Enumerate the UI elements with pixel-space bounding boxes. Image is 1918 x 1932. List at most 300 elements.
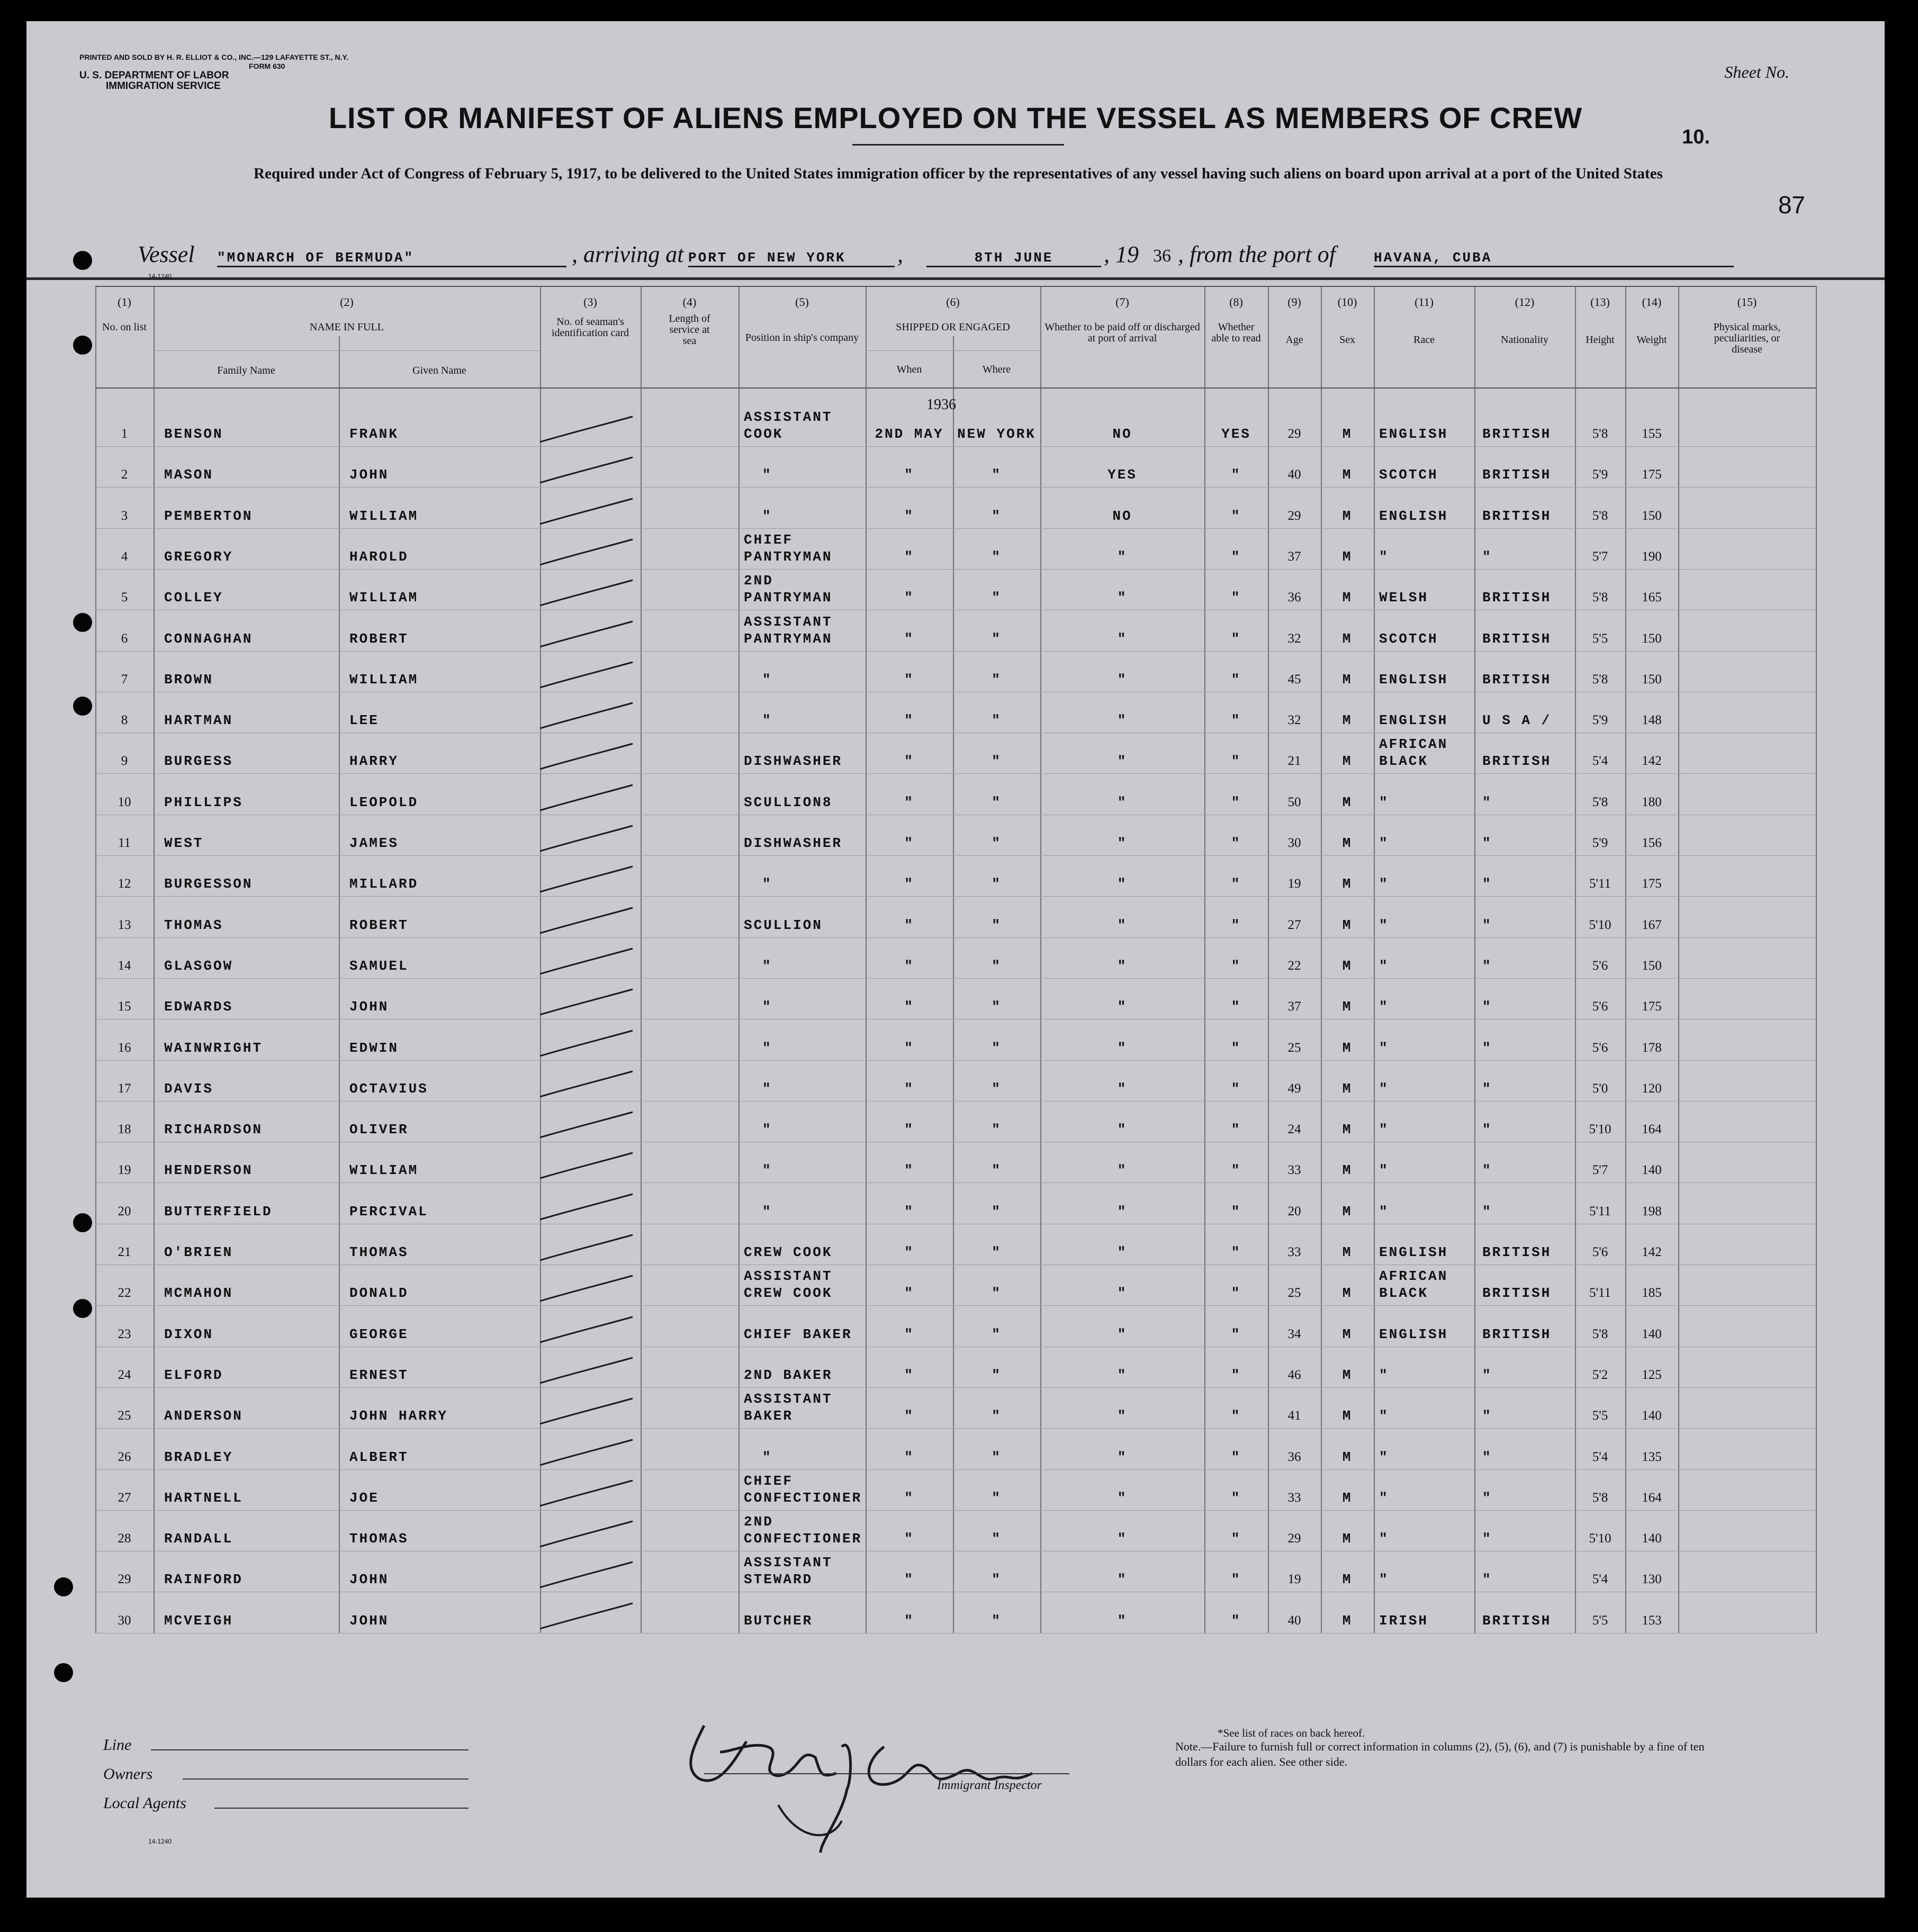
race-line2: SCOTCH bbox=[1379, 630, 1438, 647]
weight: 150 bbox=[1642, 672, 1662, 687]
position-line2: " bbox=[762, 1080, 772, 1097]
shipped-when: " bbox=[904, 876, 914, 892]
weight: 153 bbox=[1642, 1613, 1662, 1628]
position-line1: 2ND bbox=[744, 1514, 773, 1530]
able-to-read: " bbox=[1231, 590, 1241, 606]
shipped-when: " bbox=[904, 548, 914, 565]
age: 21 bbox=[1287, 754, 1301, 769]
manifest-table bbox=[95, 286, 1816, 1633]
race-line2: " bbox=[1379, 835, 1389, 851]
card-check-stroke bbox=[535, 574, 641, 616]
col-num: (7) bbox=[1115, 295, 1129, 309]
able-to-read: " bbox=[1231, 753, 1241, 770]
binder-hole bbox=[73, 1213, 92, 1232]
given-name: THOMAS bbox=[349, 1244, 409, 1260]
card-check-stroke bbox=[535, 697, 641, 739]
row-number: 11 bbox=[118, 836, 131, 850]
paid-off: " bbox=[1117, 712, 1128, 729]
local-agents-rule bbox=[214, 1808, 469, 1809]
age: 25 bbox=[1287, 1040, 1301, 1055]
family-name: WAINWRIGHT bbox=[164, 1040, 263, 1056]
nationality: BRITISH bbox=[1482, 1326, 1552, 1342]
weight: 142 bbox=[1642, 754, 1662, 769]
shipped-when: " bbox=[904, 1203, 914, 1220]
given-name: WILLIAM bbox=[349, 1162, 419, 1179]
row-number: 2 bbox=[121, 467, 128, 482]
position-line2: CREW COOK bbox=[744, 1285, 833, 1302]
card-check-stroke bbox=[535, 1556, 641, 1598]
age: 41 bbox=[1287, 1409, 1301, 1423]
given-name: THOMAS bbox=[349, 1531, 409, 1547]
sex: M bbox=[1342, 671, 1353, 688]
age: 37 bbox=[1287, 549, 1301, 564]
col-head-race: Race bbox=[1413, 334, 1435, 346]
age: 19 bbox=[1287, 877, 1301, 891]
row-number: 16 bbox=[118, 1040, 131, 1055]
sex: M bbox=[1342, 508, 1353, 524]
given-name: FRANK bbox=[349, 426, 399, 442]
sex: M bbox=[1342, 1203, 1353, 1220]
height: 5'8 bbox=[1592, 1490, 1608, 1505]
race-line2: " bbox=[1379, 794, 1389, 810]
sex: M bbox=[1342, 794, 1353, 810]
shipped-when: " bbox=[904, 1572, 914, 1588]
shipped-where: " bbox=[992, 1531, 1002, 1547]
row-number: 27 bbox=[118, 1490, 131, 1505]
card-check-stroke bbox=[535, 1146, 641, 1189]
col-num: (5) bbox=[795, 295, 809, 309]
race-line2: " bbox=[1379, 876, 1389, 892]
given-name: JOHN bbox=[349, 999, 389, 1015]
arriving-label: , arriving at bbox=[572, 241, 684, 267]
nationality: " bbox=[1482, 958, 1492, 974]
shipped-when: " bbox=[904, 671, 914, 688]
family-name: PHILLIPS bbox=[164, 794, 243, 810]
family-name: BRADLEY bbox=[164, 1449, 233, 1465]
race-line2: " bbox=[1379, 1162, 1389, 1179]
given-name: DONALD bbox=[349, 1285, 409, 1302]
age: 33 bbox=[1287, 1163, 1301, 1178]
grid-line bbox=[866, 350, 1040, 351]
row-number: 29 bbox=[118, 1572, 131, 1587]
sex: M bbox=[1342, 1408, 1353, 1424]
sex: M bbox=[1342, 1367, 1353, 1383]
race-line2: ENGLISH bbox=[1379, 426, 1448, 442]
paid-off: " bbox=[1117, 1612, 1128, 1629]
weight: 198 bbox=[1642, 1204, 1662, 1218]
age: 29 bbox=[1287, 427, 1301, 441]
position-line2: CONFECTIONER bbox=[744, 1531, 862, 1547]
able-to-read: " bbox=[1231, 1531, 1241, 1547]
grid-line bbox=[739, 286, 740, 1633]
race-line2: " bbox=[1379, 917, 1389, 933]
race-line2: WELSH bbox=[1379, 590, 1429, 606]
col-num: (4) bbox=[682, 295, 697, 309]
position-line2: COOK bbox=[744, 426, 784, 442]
card-check-stroke bbox=[535, 1515, 641, 1557]
sex: M bbox=[1342, 1040, 1353, 1056]
able-to-read: " bbox=[1231, 794, 1241, 810]
shipped-where: " bbox=[992, 1449, 1002, 1465]
col-head-marks: Physical marks, peculiarities, or disease bbox=[1713, 321, 1781, 355]
shipped-where: " bbox=[992, 1489, 1002, 1506]
binder-hole bbox=[73, 336, 92, 355]
col-head-sex: Sex bbox=[1339, 334, 1355, 346]
comma: , bbox=[897, 241, 903, 267]
binder-hole bbox=[54, 1663, 73, 1682]
paid-off: " bbox=[1117, 1489, 1128, 1506]
sex: M bbox=[1342, 876, 1353, 892]
row-rule bbox=[95, 1101, 1816, 1102]
paid-off: " bbox=[1117, 1408, 1128, 1424]
weight: 164 bbox=[1642, 1122, 1662, 1137]
row-number: 4 bbox=[121, 549, 128, 564]
col-num: (15) bbox=[1737, 295, 1757, 309]
printer-line: PRINTED AND SOLD BY H. R. ELLIOT & CO., INC.—129 LAFAYETTE ST., N.Y. bbox=[79, 53, 349, 61]
height: 5'4 bbox=[1592, 754, 1608, 769]
card-check-stroke bbox=[535, 492, 641, 535]
race-line2: " bbox=[1379, 1080, 1389, 1097]
race-line2: " bbox=[1379, 1531, 1389, 1547]
weight: 125 bbox=[1642, 1367, 1662, 1382]
race-line2: " bbox=[1379, 958, 1389, 974]
paid-off: " bbox=[1117, 917, 1128, 933]
col-head-no: No. on list bbox=[102, 321, 147, 333]
binder-hole bbox=[54, 1577, 73, 1596]
sex: M bbox=[1342, 999, 1353, 1015]
sex: M bbox=[1342, 1489, 1353, 1506]
shipped-when: " bbox=[904, 508, 914, 524]
title-rule bbox=[852, 144, 1064, 146]
from-port: HAVANA, CUBA bbox=[1374, 250, 1734, 267]
position-line2: PANTRYMAN bbox=[744, 548, 833, 565]
small-form-code: 14-1240 bbox=[148, 273, 172, 280]
position-line1: 2ND bbox=[744, 573, 773, 589]
given-name: JOHN bbox=[349, 467, 389, 483]
card-check-stroke bbox=[535, 737, 641, 780]
family-name: ELFORD bbox=[164, 1367, 223, 1383]
grid-line bbox=[1374, 286, 1375, 1633]
row-rule bbox=[95, 1182, 1816, 1183]
position-line2: " bbox=[762, 712, 772, 729]
nationality: " bbox=[1482, 794, 1492, 810]
shipped-when: " bbox=[904, 1408, 914, 1424]
row-number: 1 bbox=[121, 427, 128, 441]
height: 5'8 bbox=[1592, 1326, 1608, 1341]
nationality: " bbox=[1482, 1408, 1492, 1424]
race-line2: " bbox=[1379, 1203, 1389, 1220]
card-check-stroke bbox=[535, 819, 641, 862]
nationality: " bbox=[1482, 1449, 1492, 1465]
position-line2: " bbox=[762, 467, 772, 483]
race-line2: BLACK bbox=[1379, 753, 1429, 770]
shipped-when: " bbox=[904, 1612, 914, 1629]
position-line2: PANTRYMAN bbox=[744, 630, 833, 647]
given-name: MILLARD bbox=[349, 876, 419, 892]
col-head-position: Position in ship's company bbox=[745, 332, 859, 344]
weight: 140 bbox=[1642, 1531, 1662, 1546]
col-num: (2) bbox=[340, 295, 354, 309]
sex: M bbox=[1342, 958, 1353, 974]
row-number: 5 bbox=[121, 590, 128, 605]
row-number: 8 bbox=[121, 713, 128, 728]
weight: 164 bbox=[1642, 1490, 1662, 1505]
able-to-read: " bbox=[1231, 508, 1241, 524]
height: 5'9 bbox=[1592, 713, 1608, 728]
height: 5'4 bbox=[1592, 1449, 1608, 1464]
paid-off: " bbox=[1117, 1122, 1128, 1138]
sex: M bbox=[1342, 753, 1353, 770]
paid-off: " bbox=[1117, 1080, 1128, 1097]
nationality: " bbox=[1482, 1489, 1492, 1506]
shipped-when: 2ND MAY bbox=[875, 426, 944, 442]
shipped-where: " bbox=[992, 1367, 1002, 1383]
sex: M bbox=[1342, 1244, 1353, 1260]
penalty-note: Note.—Failure to furnish full or correct information in columns (2), (5), (6), and (7) is punishable by a fine of ten dollars for each alien. See other side. bbox=[1175, 1740, 1705, 1768]
shipped-when: " bbox=[904, 794, 914, 810]
race-line2: " bbox=[1379, 1040, 1389, 1056]
position-line2: 2ND BAKER bbox=[744, 1367, 833, 1383]
row-rule bbox=[95, 528, 1816, 529]
row-rule bbox=[95, 896, 1816, 897]
nationality: " bbox=[1482, 1080, 1492, 1097]
shipped-where: " bbox=[992, 1285, 1002, 1302]
row-number: 24 bbox=[118, 1367, 131, 1382]
weight: 165 bbox=[1642, 590, 1662, 605]
nationality: " bbox=[1482, 1367, 1492, 1383]
position-line2: " bbox=[762, 671, 772, 688]
given-name: LEE bbox=[349, 712, 379, 729]
shipped-where: " bbox=[992, 1326, 1002, 1342]
col-head-age: Age bbox=[1285, 334, 1303, 346]
shipped-when: " bbox=[904, 590, 914, 606]
given-name: WILLIAM bbox=[349, 671, 419, 688]
weight: 120 bbox=[1642, 1081, 1662, 1096]
col-head-paid: Whether to be paid off or discharged at port of arrival bbox=[1044, 321, 1200, 344]
page-title: LIST OR MANIFEST OF ALIENS EMPLOYED ON THE VESSEL AS MEMBERS OF CREW bbox=[328, 101, 1583, 134]
card-check-stroke bbox=[535, 1311, 641, 1353]
weight: 167 bbox=[1642, 917, 1662, 932]
subtitle: Required under Act of Congress of February 5, 1917, to be delivered to the United States immigration officer by the representatives of any vessel having such aliens on board upon arrival at a port of the United States bbox=[254, 165, 1663, 182]
given-name: WILLIAM bbox=[349, 590, 419, 606]
shipped-when: " bbox=[904, 999, 914, 1015]
row-number: 17 bbox=[118, 1081, 131, 1096]
footer-form-code: 14-1240 bbox=[148, 1838, 172, 1845]
race-line2: " bbox=[1379, 1489, 1389, 1506]
row-number: 20 bbox=[118, 1204, 131, 1218]
sex: M bbox=[1342, 426, 1353, 442]
owners-label: Owners bbox=[103, 1765, 153, 1783]
weight: 150 bbox=[1642, 958, 1662, 973]
service: IMMIGRATION SERVICE bbox=[106, 80, 221, 92]
height: 5'2 bbox=[1592, 1367, 1608, 1382]
height: 5'7 bbox=[1592, 549, 1608, 564]
family-name: GREGORY bbox=[164, 548, 233, 565]
age: 20 bbox=[1287, 1204, 1301, 1218]
paid-off: " bbox=[1117, 548, 1128, 565]
line-label: Line bbox=[103, 1736, 132, 1754]
able-to-read: " bbox=[1231, 958, 1241, 974]
shipped-when: " bbox=[904, 1367, 914, 1383]
given-name: GEORGE bbox=[349, 1326, 409, 1342]
card-check-stroke bbox=[535, 1229, 641, 1271]
shipped-where: " bbox=[992, 1203, 1002, 1220]
age: 33 bbox=[1287, 1245, 1301, 1259]
given-name: EDWIN bbox=[349, 1040, 399, 1056]
position-line2: SCULLION bbox=[744, 917, 823, 933]
able-to-read: " bbox=[1231, 1449, 1241, 1465]
shipped-when: " bbox=[904, 1162, 914, 1179]
age: 37 bbox=[1287, 999, 1301, 1014]
row-number: 23 bbox=[118, 1326, 131, 1341]
age: 50 bbox=[1287, 795, 1301, 809]
position-line2: CREW COOK bbox=[744, 1244, 833, 1260]
position-line2: " bbox=[762, 1203, 772, 1220]
able-to-read: " bbox=[1231, 917, 1241, 933]
position-line2: SCULLION8 bbox=[744, 794, 833, 810]
shipped-where: " bbox=[992, 1244, 1002, 1260]
age: 30 bbox=[1287, 836, 1301, 850]
nationality: " bbox=[1482, 876, 1492, 892]
col-num: (3) bbox=[583, 295, 597, 309]
height: 5'6 bbox=[1592, 999, 1608, 1014]
binder-hole bbox=[73, 697, 92, 716]
grid-line bbox=[1816, 286, 1817, 1633]
shipped-when: " bbox=[904, 1449, 914, 1465]
row-number: 9 bbox=[121, 754, 128, 769]
given-name: OLIVER bbox=[349, 1122, 409, 1138]
family-name: DIXON bbox=[164, 1326, 214, 1342]
row-number: 18 bbox=[118, 1122, 131, 1137]
able-to-read: " bbox=[1231, 1285, 1241, 1302]
sheet-number: 10. bbox=[1682, 126, 1710, 148]
race-line1: AFRICAN bbox=[1379, 1268, 1448, 1285]
given-name: ROBERT bbox=[349, 630, 409, 647]
age: 24 bbox=[1287, 1122, 1301, 1137]
shipped-where: " bbox=[992, 467, 1002, 483]
year-note: 1936 bbox=[926, 396, 956, 413]
row-number: 25 bbox=[118, 1409, 131, 1423]
shipped-when: " bbox=[904, 753, 914, 770]
sex: M bbox=[1342, 1285, 1353, 1302]
age: 22 bbox=[1287, 958, 1301, 973]
position-line2: " bbox=[762, 508, 772, 524]
col-head-when: When bbox=[896, 364, 922, 375]
position-line2: " bbox=[762, 999, 772, 1015]
nationality: " bbox=[1482, 1162, 1492, 1179]
family-name: CONNAGHAN bbox=[164, 630, 253, 647]
race-line2: " bbox=[1379, 548, 1389, 565]
nationality: BRITISH bbox=[1482, 1285, 1552, 1302]
grid-line bbox=[154, 350, 540, 351]
able-to-read: " bbox=[1231, 835, 1241, 851]
sex: M bbox=[1342, 712, 1353, 729]
col-num: (14) bbox=[1642, 295, 1662, 309]
given-name: ROBERT bbox=[349, 917, 409, 933]
card-check-stroke bbox=[535, 615, 641, 657]
arrival-date: 8TH JUNE bbox=[926, 250, 1101, 267]
grid-line bbox=[641, 286, 642, 1633]
binder-hole bbox=[73, 1299, 92, 1318]
family-name: MASON bbox=[164, 467, 214, 483]
weight: 140 bbox=[1642, 1409, 1662, 1423]
races-note: *See list of races on back hereof. bbox=[1218, 1727, 1365, 1739]
family-name: DAVIS bbox=[164, 1080, 214, 1097]
able-to-read: " bbox=[1231, 1244, 1241, 1260]
given-name: ALBERT bbox=[349, 1449, 409, 1465]
paid-off: " bbox=[1117, 1367, 1128, 1383]
weight: 150 bbox=[1642, 631, 1662, 646]
shipped-where: " bbox=[992, 590, 1002, 606]
shipped-where: " bbox=[992, 876, 1002, 892]
sex: M bbox=[1342, 1162, 1353, 1179]
weight: 155 bbox=[1642, 427, 1662, 441]
nationality: BRITISH bbox=[1482, 590, 1552, 606]
position-line2: " bbox=[762, 1122, 772, 1138]
able-to-read: " bbox=[1231, 548, 1241, 565]
nationality: U S A / bbox=[1482, 712, 1552, 729]
age: 19 bbox=[1287, 1572, 1301, 1587]
age: 36 bbox=[1287, 590, 1301, 605]
local-agents-label: Local Agents bbox=[103, 1794, 186, 1812]
card-check-stroke bbox=[535, 1188, 641, 1230]
family-name: BUTTERFIELD bbox=[164, 1203, 273, 1220]
card-check-stroke bbox=[535, 533, 641, 575]
paid-off: NO bbox=[1112, 426, 1132, 442]
row-number: 26 bbox=[118, 1449, 131, 1464]
height: 5'8 bbox=[1592, 590, 1608, 605]
shipped-when: " bbox=[904, 467, 914, 483]
weight: 135 bbox=[1642, 1449, 1662, 1464]
weight: 190 bbox=[1642, 549, 1662, 564]
race-line2: " bbox=[1379, 1449, 1389, 1465]
paid-off: " bbox=[1117, 876, 1128, 892]
shipped-when: " bbox=[904, 917, 914, 933]
grid-line bbox=[339, 336, 340, 1633]
col-num: (8) bbox=[1229, 295, 1243, 309]
given-name: JOE bbox=[349, 1489, 379, 1506]
height: 5'8 bbox=[1592, 427, 1608, 441]
age: 25 bbox=[1287, 1286, 1301, 1301]
paid-off: " bbox=[1117, 630, 1128, 647]
paid-off: " bbox=[1117, 1326, 1128, 1342]
row-rule bbox=[95, 1060, 1816, 1061]
grid-line bbox=[95, 286, 1816, 287]
grid-line bbox=[1678, 286, 1679, 1633]
given-name: JOHN HARRY bbox=[349, 1408, 448, 1424]
paid-off: " bbox=[1117, 671, 1128, 688]
given-name: OCTAVIUS bbox=[349, 1080, 428, 1097]
given-name: JOHN bbox=[349, 1612, 389, 1629]
shipped-where: " bbox=[992, 548, 1002, 565]
grid-line bbox=[953, 336, 954, 1633]
department: U. S. DEPARTMENT OF LABOR bbox=[79, 70, 229, 81]
col-head-where: Where bbox=[982, 364, 1011, 375]
age: 29 bbox=[1287, 1531, 1301, 1546]
col-head-nationality: Nationality bbox=[1501, 334, 1548, 346]
paid-off: NO bbox=[1112, 508, 1132, 524]
height: 5'11 bbox=[1589, 1286, 1611, 1301]
sex: M bbox=[1342, 590, 1353, 606]
sex: M bbox=[1342, 1122, 1353, 1138]
position-line1: ASSISTANT bbox=[744, 1555, 833, 1571]
shipped-where: " bbox=[992, 835, 1002, 851]
given-name: JOHN bbox=[349, 1572, 389, 1588]
weight: 130 bbox=[1642, 1572, 1662, 1587]
race-line2: " bbox=[1379, 1122, 1389, 1138]
shipped-where: " bbox=[992, 1040, 1002, 1056]
able-to-read: " bbox=[1231, 1203, 1241, 1220]
